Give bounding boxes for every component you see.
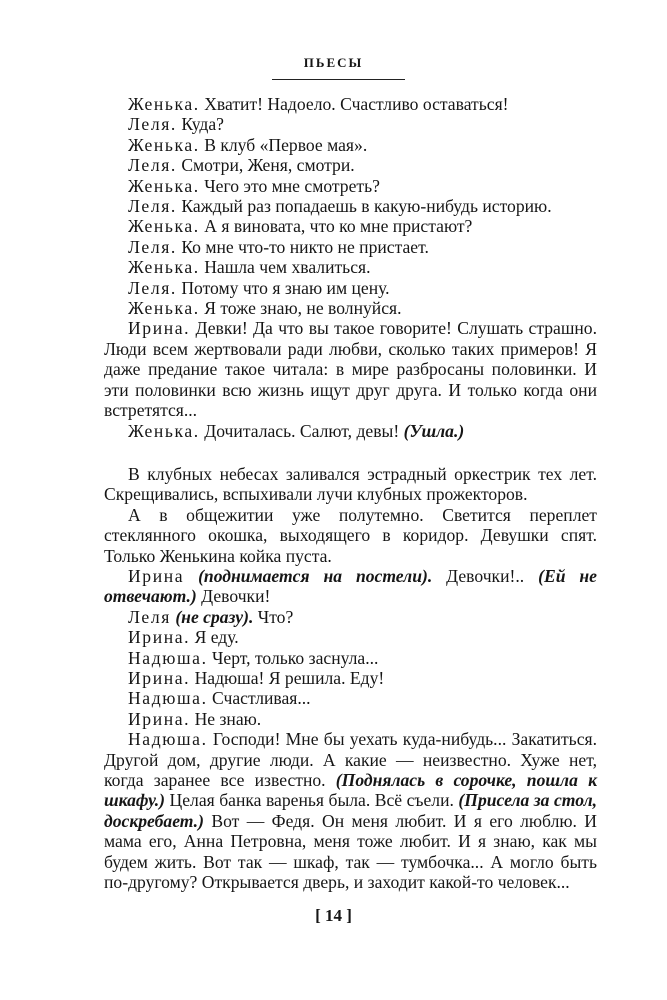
dialogue-line — [104, 318, 597, 420]
line-text: Надюша! Я решила. Еду! — [194, 667, 385, 688]
dialogue-line — [104, 421, 597, 441]
narration-paragraph: В клубных небесах заливался эстрадный оркестрик тех лет. Скрещивались, вспыхивали лучи клубных прожекторов. — [104, 463, 597, 505]
speaker: Леля. — [128, 114, 177, 135]
dialogue-line — [104, 668, 597, 688]
dialogue-line — [104, 298, 597, 318]
speaker: Ирина. — [128, 318, 191, 339]
line-text: Девочки! — [201, 586, 271, 607]
line-text: Дочиталась. Салют, девы! — [204, 420, 400, 441]
line-text: Черт, только заснула... — [211, 647, 379, 668]
line-text: Потому что я знаю им цену. — [181, 277, 390, 298]
line-text: Девки! Да что вы такое говорите! Слушать страшно. Люди всем жертвовали ради любви, сколько таких примеров! Я даже предание такое читала: в мире разбросаны половинки. И эти половинки всю жизнь ищут друг друга. И только когда они встретятся... — [104, 318, 597, 421]
speaker: Леля. — [128, 155, 177, 176]
speaker: Ирина. — [128, 708, 191, 729]
speaker: Леля. — [128, 236, 177, 257]
stage-direction: (Поднялась в сорочке, пошла к шкафу.) — [104, 770, 597, 811]
stage-direction: (Присела за стол, доскребает.) — [104, 790, 597, 831]
header-rule — [272, 79, 405, 80]
line-text: Вот — Федя. Он меня любит. И я его люблю. И мама его, Анна Петровна, меня тоже любит. И я знаю, как мы будем жить. Вот так — шкаф, так — тумбочка... А могло быть по-другому? Открывается дверь, и заходит какой-то человек... — [104, 810, 597, 893]
speaker: Женька. — [128, 298, 200, 319]
line-text: Хватит! Надоело. Счастливо оставаться! — [204, 94, 509, 114]
dialogue-line — [104, 135, 597, 155]
dialogue-line — [104, 155, 597, 175]
speaker: Надюша. — [128, 729, 208, 750]
speaker: Ирина — [128, 565, 185, 586]
line-text: Нашла чем хвалиться. — [204, 257, 371, 278]
speaker: Женька. — [128, 257, 200, 278]
speaker: Леля. — [128, 277, 177, 298]
speaker: Женька. — [128, 94, 200, 114]
dialogue-line — [104, 709, 597, 729]
running-header: ПЬЕСЫ — [303, 55, 364, 70]
line-text: Не знаю. — [194, 708, 262, 729]
dialogue-line — [104, 688, 597, 708]
line-text: Что? — [257, 606, 294, 627]
dialogue-line — [104, 94, 597, 114]
page-body — [104, 94, 597, 892]
line-text: Куда? — [181, 114, 224, 135]
dialogue-line — [104, 257, 597, 277]
stage-direction: (поднимается на постели). — [198, 565, 433, 586]
dialogue-line — [104, 196, 597, 216]
speaker: Женька. — [128, 216, 200, 237]
stage-direction: (Ушла.) — [403, 420, 465, 441]
line-text: Ко мне что-то никто не пристает. — [181, 236, 429, 257]
line-text: Каждый раз попадаешь в какую-нибудь историю. — [181, 196, 552, 217]
line-text: Счастливая... — [211, 688, 311, 709]
stage-direction: (не сразу). — [175, 606, 254, 627]
speaker: Надюша. — [128, 647, 208, 668]
line-text: Смотри, Женя, смотри. — [181, 155, 355, 176]
line-text: Целая банка варенья была. Всё съели. — [169, 790, 454, 811]
stage-direction: (Ей не отвечают.) — [104, 565, 597, 607]
dialogue-line — [104, 566, 597, 607]
line-text: Я еду. — [194, 627, 239, 648]
speaker: Женька. — [128, 175, 200, 196]
speaker: Леля — [128, 606, 171, 627]
dialogue-line — [104, 216, 597, 236]
speaker: Женька. — [128, 420, 200, 441]
dialogue-line — [104, 729, 597, 892]
speaker: Надюша. — [128, 688, 208, 709]
speaker: Леля. — [128, 196, 177, 217]
line-text: Девочки!.. — [446, 565, 525, 586]
line-text: А я виновата, что ко мне пристают? — [204, 216, 473, 237]
page-number: [ 14 ] — [315, 906, 352, 925]
dialogue-line — [104, 237, 597, 257]
line-text: В клуб «Первое мая». — [204, 134, 368, 155]
line-text: Господи! Мне бы уехать куда-нибудь... Закатиться. Другой дом, другие люди. А какие — неизвестно. Хуже нет, когда заранее все известно. — [104, 729, 597, 790]
speaker: Женька. — [128, 134, 200, 155]
dialogue-line — [104, 278, 597, 298]
dialogue-line — [104, 648, 597, 668]
dialogue-line — [104, 607, 597, 627]
line-text: Я тоже знаю, не волнуйся. — [204, 298, 402, 319]
speaker: Ирина. — [128, 667, 191, 688]
dialogue-line — [104, 627, 597, 647]
dialogue-line — [104, 176, 597, 196]
narration-paragraph: А в общежитии уже полутемно. Светится переплет стеклянного окошка, выходящего в коридор. Девушки спят. Только Женькина койка пуста. — [104, 504, 597, 566]
speaker: Ирина. — [128, 627, 191, 648]
line-text: Чего это мне смотреть? — [204, 175, 380, 196]
scene-break — [104, 441, 597, 464]
dialogue-line — [104, 114, 597, 134]
